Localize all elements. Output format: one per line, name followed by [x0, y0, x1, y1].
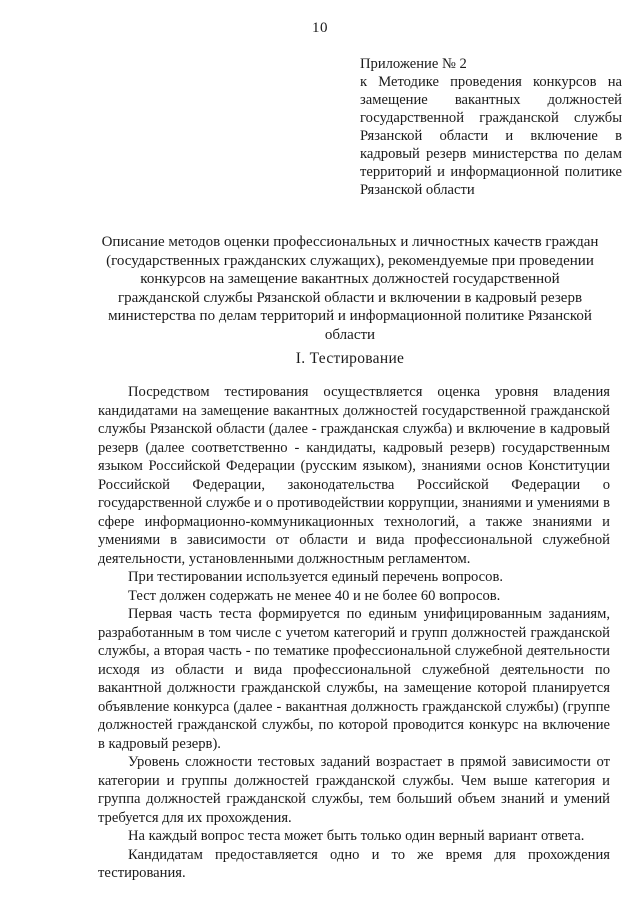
paragraph: Кандидатам предоставляется одно и то же время для прохождения тестирования. — [98, 846, 610, 881]
appendix-title: Приложение № 2 — [360, 56, 467, 72]
paragraph: Посредством тестирования осуществляется оценка уровня владения кандидатами на замещение вакантных должностей государственной гражданской службы Рязанской области (далее - гражданская служба) и включение в кадровый резерв (далее соответственно - кандидаты, кадровый резерв) государственным языком Российской Федерации (русским языком), знаниями основ Конституции Российской Федерации, законодательства Российской Федерации о государственной службе и о противодействии коррупции, знаниями и умениями в сфере информационно-коммуникационных технологий, а также знаниями и умениями в зависимости от области и вида профессиональной служебной деятельности, установленными должностным регламентом. — [98, 384, 610, 567]
appendix-text: к Методике проведения конкурсов на замещение вакантных должностей государственной гражданской службы Рязанской области и включение в кадровый резерв министерства по делам территорий и информационной политике Рязанской области — [360, 74, 622, 198]
appendix-header — [360, 55, 622, 199]
paragraph: Первая часть теста формируется по единым унифицированным заданиям, разработанным в том числе с учетом категорий и групп должностей гражданской службы, а вторая часть - по тематике профессиональной служебной деятельности исходя из области и вида профессиональной служебной деятельности по вакантной должности гражданской службы, на замещение которой планируется объявление конкурса (далее - вакантная должность гражданской службы) (группе должностей гражданской службы, по которой проводится конкурс на включение в кадровый резерв). — [98, 606, 610, 752]
paragraph: На каждый вопрос теста может быть только один верный вариант ответа. — [128, 828, 585, 844]
document-title: Описание методов оценки профессиональных и личностных качеств граждан (государственных гражданских служащих), рекомендуемые при проведении конкурсов на замещение вакантных должностей государственной гражданской службы Рязанской области и включении в кадровый резерв министерства по делам территорий и информационной политике Рязанской области — [101, 234, 599, 343]
paragraph: При тестировании используется единый перечень вопросов. — [128, 569, 503, 585]
page-number: 10 — [312, 20, 328, 36]
document-body — [98, 383, 610, 883]
paragraph: Тест должен содержать не менее 40 и не более 60 вопросов. — [128, 587, 501, 604]
section-heading: I. Тестирование — [295, 350, 405, 367]
paragraph: Уровень сложности тестовых заданий возрастает в прямой зависимости от категории и группы должностей гражданской службы. Чем выше категория и группа должностей гражданской службы, тем больший объем знаний и умений требуется для их прохождения. — [98, 754, 610, 826]
